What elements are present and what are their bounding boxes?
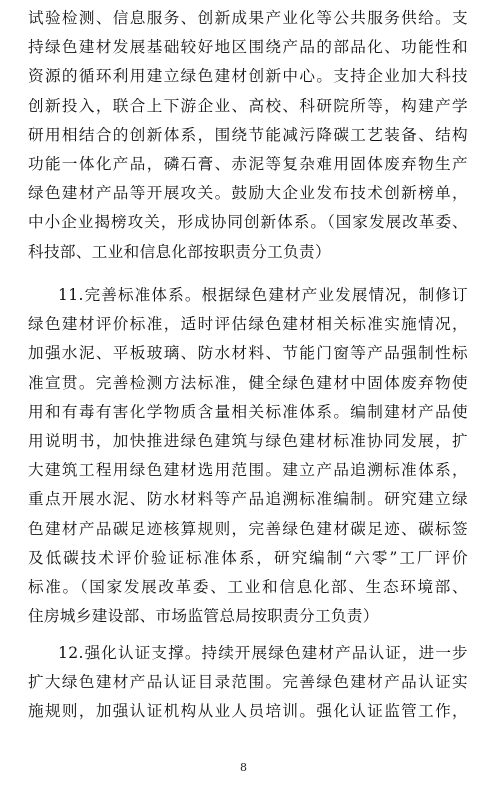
paragraph-standards [28,281,468,631]
text-line: 准宣贯。完善检测方法标准，健全绿色建材中固体废弃物使 [28,373,468,392]
text-line: 研用相结合的创新体系，围绕节能减污降碳工艺装备、结构 [28,125,468,144]
text-line: 持绿色建材发展基础较好地区围绕产品的部品化、功能性和 [28,38,468,57]
text-line: 功能一体化产品，磷石膏、赤泥等复杂难用固体废弃物生产 [28,154,468,173]
text-line: 用说明书，加快推进绿色建筑与绿色建材标准协同发展，扩 [28,431,468,450]
text-line: 资源的循环利用建立绿色建材创新中心。支持企业加大科技 [28,67,468,86]
paragraph-certification [28,639,468,727]
paragraph-innovation [28,4,468,267]
text-line: 色建材产品碳足迹核算规则，完善绿色建材碳足迹、碳标签 [28,519,468,538]
text-line: 中小企业揭榜攻关，形成协同创新体系。（国家发展改革委、 [28,213,468,232]
text-line: 大建筑工程用绿色建材选用范围。建立产品追溯标准体系， [28,461,468,480]
paragraph-heading-line: 12.强化认证支撑。持续开展绿色建材产品认证，进一步 [58,644,468,662]
paragraph-heading-line: 11.完善标准体系。根据绿色建材产业发展情况，制修订 [58,286,468,304]
text-line: 绿色建材评价标准，适时评估绿色建材相关标准实施情况， [28,315,468,334]
text-line: 试验检测、信息服务、创新成果产业化等公共服务供给。支 [28,9,468,27]
text-line: 重点开展水泥、防水材料等产品追溯标准编制。研究建立绿 [28,490,468,509]
text-line: 及低碳技术评价验证标准体系，研究编制“六零”工厂评价 [28,548,468,567]
text-line: 标准。（国家发展改革委、工业和信息化部、生态环境部、 [28,577,468,596]
text-line: 施规则，加强认证机构从业人员培训。强化认证监管工作， [28,702,468,721]
text-line: 住房城乡建设部、市场监管总局按职责分工负责） [28,607,379,626]
text-line: 绿色建材产品等开展攻关。鼓励大企业发布技术创新榜单， [28,184,468,203]
text-line: 扩大绿色建材产品认证目录范围。完善绿色建材产品认证实 [28,673,468,692]
page-number: 8 [240,761,247,774]
text-line: 用和有毒有害化学物质含量相关标准体系。编制建材产品使 [28,402,468,421]
text-line: 加强水泥、平板玻璃、防水材料、节能门窗等产品强制性标 [28,344,468,363]
text-line: 科技部、工业和信息化部按职责分工负责） [28,242,331,261]
text-line: 创新投入，联合上下游企业、高校、科研院所等，构建产学 [28,96,468,115]
